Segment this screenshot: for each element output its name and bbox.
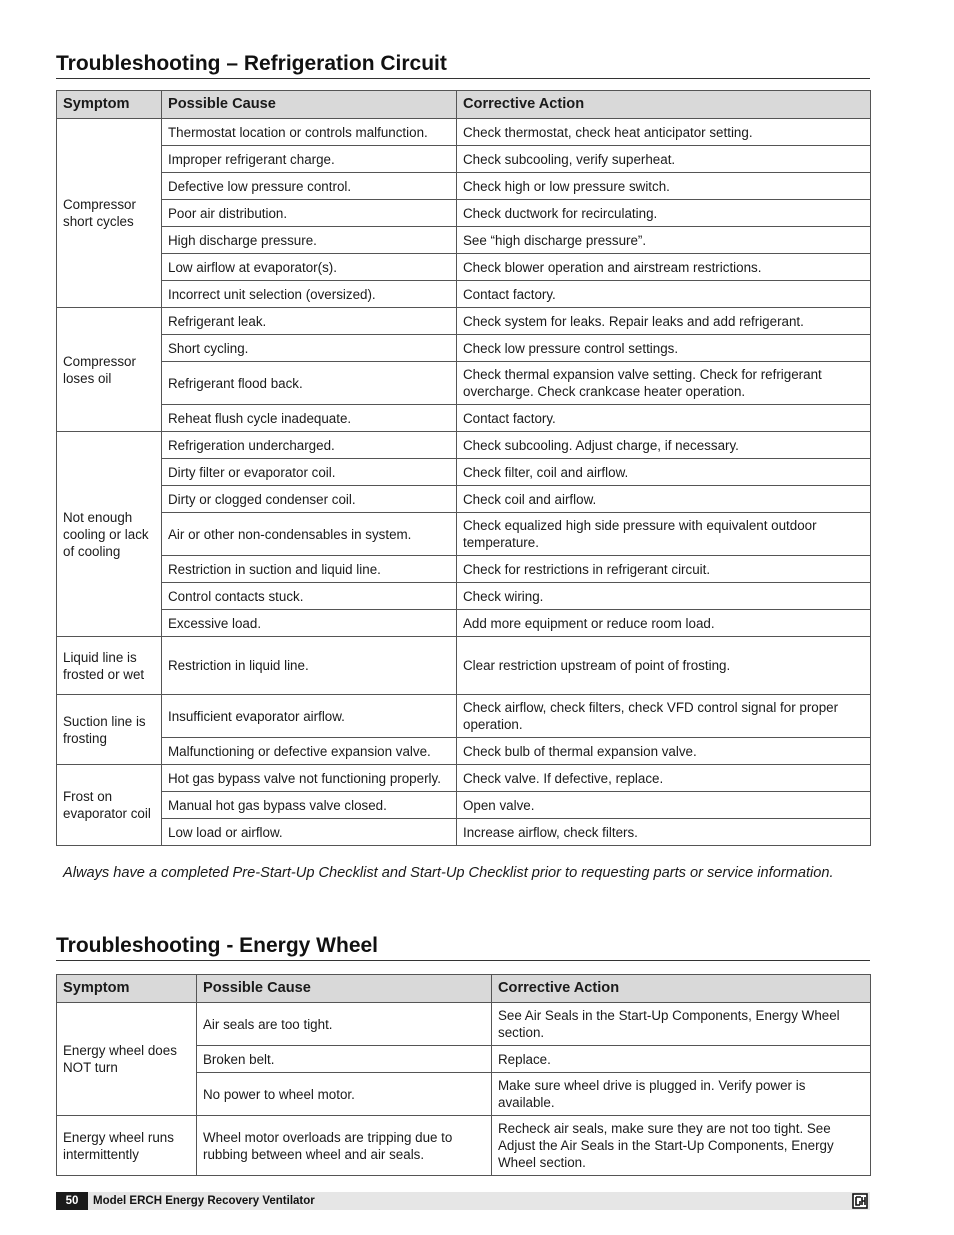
action-cell: Clear restriction upstream of point of frosting. bbox=[457, 637, 871, 695]
cause-cell: Wheel motor overloads are tripping due to rubbing between wheel and air seals. bbox=[197, 1116, 492, 1176]
table-row bbox=[57, 1003, 871, 1046]
header-symptom: Symptom bbox=[57, 91, 162, 119]
action-cell: See Air Seals in the Start-Up Components, Energy Wheel section. bbox=[492, 1003, 871, 1046]
table-header-row bbox=[57, 975, 871, 1003]
table-row bbox=[57, 738, 871, 765]
cause-cell: Air or other non-condensables in system. bbox=[162, 513, 457, 556]
action-cell: Check bulb of thermal expansion valve. bbox=[457, 738, 871, 765]
refrigeration-troubleshooting-table bbox=[56, 90, 871, 846]
header-possible-cause: Possible Cause bbox=[162, 91, 457, 119]
table-row bbox=[57, 513, 871, 556]
table-row bbox=[57, 695, 871, 738]
cause-cell: Incorrect unit selection (oversized). bbox=[162, 281, 457, 308]
table-row bbox=[57, 308, 871, 335]
action-cell: Check valve. If defective, replace. bbox=[457, 765, 871, 792]
action-cell: Replace. bbox=[492, 1046, 871, 1073]
table-row bbox=[57, 281, 871, 308]
cause-cell: Restriction in suction and liquid line. bbox=[162, 556, 457, 583]
page-number: 50 bbox=[56, 1192, 88, 1210]
checklist-note: Always have a completed Pre-Start-Up Checklist and Start-Up Checklist prior to requesting parts or service information. bbox=[63, 865, 834, 881]
table-row bbox=[57, 556, 871, 583]
cause-cell: Restriction in liquid line. bbox=[162, 637, 457, 695]
cause-cell: Refrigerant leak. bbox=[162, 308, 457, 335]
action-cell: Check blower operation and airstream restrictions. bbox=[457, 254, 871, 281]
cause-cell: Poor air distribution. bbox=[162, 200, 457, 227]
table-row bbox=[57, 792, 871, 819]
action-cell: Open valve. bbox=[457, 792, 871, 819]
page-footer bbox=[56, 1192, 870, 1210]
action-cell: Check airflow, check filters, check VFD control signal for proper operation. bbox=[457, 695, 871, 738]
header-symptom: Symptom bbox=[57, 975, 197, 1003]
cause-cell: Short cycling. bbox=[162, 335, 457, 362]
cause-cell: Thermostat location or controls malfunction. bbox=[162, 119, 457, 146]
header-possible-cause: Possible Cause bbox=[197, 975, 492, 1003]
energy-wheel-troubleshooting-table bbox=[56, 974, 871, 1176]
symptom-cell: Compressor loses oil bbox=[57, 308, 162, 432]
action-cell: Check filter, coil and airflow. bbox=[457, 459, 871, 486]
action-cell: Check coil and airflow. bbox=[457, 486, 871, 513]
table-row bbox=[57, 405, 871, 432]
action-cell: Add more equipment or reduce room load. bbox=[457, 610, 871, 637]
header-corrective-action: Corrective Action bbox=[492, 975, 871, 1003]
action-cell: Contact factory. bbox=[457, 405, 871, 432]
table-row bbox=[57, 200, 871, 227]
table-row bbox=[57, 610, 871, 637]
symptom-cell: Liquid line is frosted or wet bbox=[57, 637, 162, 695]
cause-cell: High discharge pressure. bbox=[162, 227, 457, 254]
cause-cell: Air seals are too tight. bbox=[197, 1003, 492, 1046]
table-row bbox=[57, 486, 871, 513]
action-cell: See “high discharge pressure”. bbox=[457, 227, 871, 254]
cause-cell: Defective low pressure control. bbox=[162, 173, 457, 200]
symptom-cell: Compressor short cycles bbox=[57, 119, 162, 308]
symptom-cell: Energy wheel runs intermittently bbox=[57, 1116, 197, 1176]
table-header-row bbox=[57, 91, 871, 119]
symptom-cell: Frost on evaporator coil bbox=[57, 765, 162, 846]
action-cell: Check thermal expansion valve setting. Check for refrigerant overcharge. Check crankcase heater operation. bbox=[457, 362, 871, 405]
cause-cell: Malfunctioning or defective expansion valve. bbox=[162, 738, 457, 765]
action-cell: Check for restrictions in refrigerant circuit. bbox=[457, 556, 871, 583]
action-cell: Check subcooling, verify superheat. bbox=[457, 146, 871, 173]
action-cell: Increase airflow, check filters. bbox=[457, 819, 871, 846]
header-corrective-action: Corrective Action bbox=[457, 91, 871, 119]
cause-cell: Low load or airflow. bbox=[162, 819, 457, 846]
action-cell: Check thermostat, check heat anticipator setting. bbox=[457, 119, 871, 146]
cause-cell: Improper refrigerant charge. bbox=[162, 146, 457, 173]
table-row bbox=[57, 146, 871, 173]
cause-cell: Insufficient evaporator airflow. bbox=[162, 695, 457, 738]
greenheck-logo-icon bbox=[852, 1193, 868, 1209]
cause-cell: Manual hot gas bypass valve closed. bbox=[162, 792, 457, 819]
table-row bbox=[57, 819, 871, 846]
action-cell: Contact factory. bbox=[457, 281, 871, 308]
symptom-cell: Not enough cooling or lack of cooling bbox=[57, 432, 162, 637]
cause-cell: Low airflow at evaporator(s). bbox=[162, 254, 457, 281]
table-row bbox=[57, 432, 871, 459]
action-cell: Check ductwork for recirculating. bbox=[457, 200, 871, 227]
table-row bbox=[57, 583, 871, 610]
action-cell: Make sure wheel drive is plugged in. Verify power is available. bbox=[492, 1073, 871, 1116]
symptom-cell: Energy wheel does NOT turn bbox=[57, 1003, 197, 1116]
action-cell: Check system for leaks. Repair leaks and add refrigerant. bbox=[457, 308, 871, 335]
cause-cell: Broken belt. bbox=[197, 1046, 492, 1073]
action-cell: Recheck air seals, make sure they are not too tight. See Adjust the Air Seals in the Start-Up Components, Energy Wheel section. bbox=[492, 1116, 871, 1176]
energy-wheel-section-title: Troubleshooting - Energy Wheel bbox=[56, 933, 870, 961]
cause-cell: Refrigeration undercharged. bbox=[162, 432, 457, 459]
table-row bbox=[57, 227, 871, 254]
table-row bbox=[57, 119, 871, 146]
action-cell: Check high or low pressure switch. bbox=[457, 173, 871, 200]
cause-cell: Excessive load. bbox=[162, 610, 457, 637]
table-row bbox=[57, 254, 871, 281]
cause-cell: Control contacts stuck. bbox=[162, 583, 457, 610]
table-row bbox=[57, 637, 871, 695]
action-cell: Check low pressure control settings. bbox=[457, 335, 871, 362]
cause-cell: Hot gas bypass valve not functioning properly. bbox=[162, 765, 457, 792]
cause-cell: Dirty filter or evaporator coil. bbox=[162, 459, 457, 486]
cause-cell: Reheat flush cycle inadequate. bbox=[162, 405, 457, 432]
symptom-cell: Suction line is frosting bbox=[57, 695, 162, 765]
refrigeration-section-title: Troubleshooting – Refrigeration Circuit bbox=[56, 51, 870, 79]
footer-title: Model ERCH Energy Recovery Ventilator bbox=[93, 1195, 315, 1207]
cause-cell: Refrigerant flood back. bbox=[162, 362, 457, 405]
action-cell: Check equalized high side pressure with equivalent outdoor temperature. bbox=[457, 513, 871, 556]
table-row bbox=[57, 1116, 871, 1176]
cause-cell: Dirty or clogged condenser coil. bbox=[162, 486, 457, 513]
table-row bbox=[57, 765, 871, 792]
action-cell: Check subcooling. Adjust charge, if necessary. bbox=[457, 432, 871, 459]
table-row bbox=[57, 335, 871, 362]
action-cell: Check wiring. bbox=[457, 583, 871, 610]
table-row bbox=[57, 459, 871, 486]
table-row bbox=[57, 173, 871, 200]
cause-cell: No power to wheel motor. bbox=[197, 1073, 492, 1116]
table-row bbox=[57, 362, 871, 405]
